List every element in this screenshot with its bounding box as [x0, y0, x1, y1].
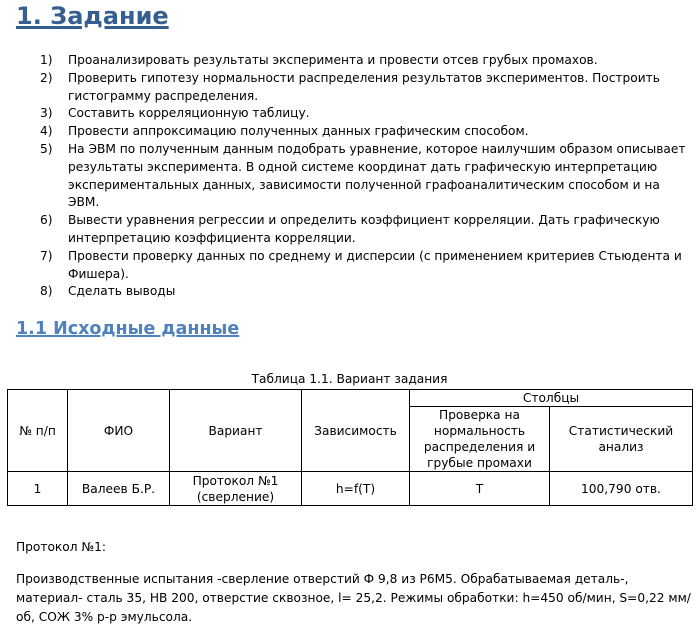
item-number: 6) [40, 213, 53, 228]
item-number: 3) [40, 106, 53, 121]
header-dependency: Зависимость [302, 390, 410, 472]
list-item [40, 105, 690, 123]
cell-dependency: h=f(T) [302, 472, 410, 506]
protocol-title: Протокол №1: [16, 540, 106, 554]
cell-normality: T [410, 472, 550, 506]
header-variant: Вариант [170, 390, 302, 472]
protocol-text: Производственные испытания -сверление отверстий Ф 9,8 из Р6М5. Обрабатываемая деталь-, материал- сталь 35, НВ 200, отверстие сквозное, l= 25,2. Режимы обработки: h=450 об/мин, S=0,22 мм/об, СОЖ 3% р-р эмульсола. [16, 572, 691, 624]
item-text: Сделать выводы [68, 284, 176, 299]
heading-task: 1. Задание [16, 2, 169, 30]
item-text: На ЭВМ по полученным данным подобрать уравнение, которое наилучшим образом описывает результаты эксперимента. В одной системе координат дать графическую интерпретацию экспериментальных данных, зависимости полученной графоаналитическим способом и на ЭВМ. [68, 141, 686, 210]
header-stat: Статистический анализ [550, 407, 693, 472]
cell-num: 1 [8, 472, 68, 506]
item-text: Проверить гипотезу нормальности распределения результатов экспериментов. Построить гистограмму распределения. [68, 70, 660, 103]
list-item [40, 248, 690, 284]
item-text: Провести аппроксимацию полученных данных графическим способом. [68, 124, 529, 139]
heading-source-data: 1.1 Исходные данные [16, 319, 240, 339]
variant-table [7, 389, 693, 506]
table-caption: Таблица 1.1. Вариант задания [251, 372, 448, 386]
item-number: 4) [40, 124, 53, 139]
item-text: Провести проверку данных по среднему и дисперсии (с применением критериев Стьюдента и Фишера). [68, 248, 682, 281]
cell-variant: Протокол №1 (сверление) [170, 472, 302, 506]
header-columns: Столбцы [410, 390, 693, 407]
item-text: Вывести уравнения регрессии и определить коэффициент корреляции. Дать графическую интерпретацию коэффициента корреляции. [68, 213, 660, 245]
item-text: Проанализировать результаты эксперимента и провести отсев грубых промахов. [68, 53, 598, 67]
header-num: № п/п [8, 390, 68, 472]
cell-fio: Валеев Б.Р. [68, 472, 170, 506]
list-item [40, 283, 690, 301]
cell-stat: 100,790 отв. [550, 472, 693, 506]
list-item [40, 141, 690, 212]
task-list [40, 52, 690, 301]
item-number: 8) [40, 284, 53, 299]
item-text: Составить корреляционную таблицу. [68, 106, 310, 121]
list-item [40, 123, 690, 141]
list-item [40, 70, 690, 106]
item-number: 5) [40, 141, 53, 156]
table-row [8, 472, 693, 506]
item-number: 1) [40, 53, 53, 67]
item-number: 7) [40, 248, 53, 263]
header-normality: Проверка на нормальность распределения и грубые промахи [410, 407, 550, 472]
header-fio: ФИО [68, 390, 170, 472]
item-number: 2) [40, 70, 53, 85]
list-item [40, 52, 690, 70]
list-item [40, 212, 690, 248]
